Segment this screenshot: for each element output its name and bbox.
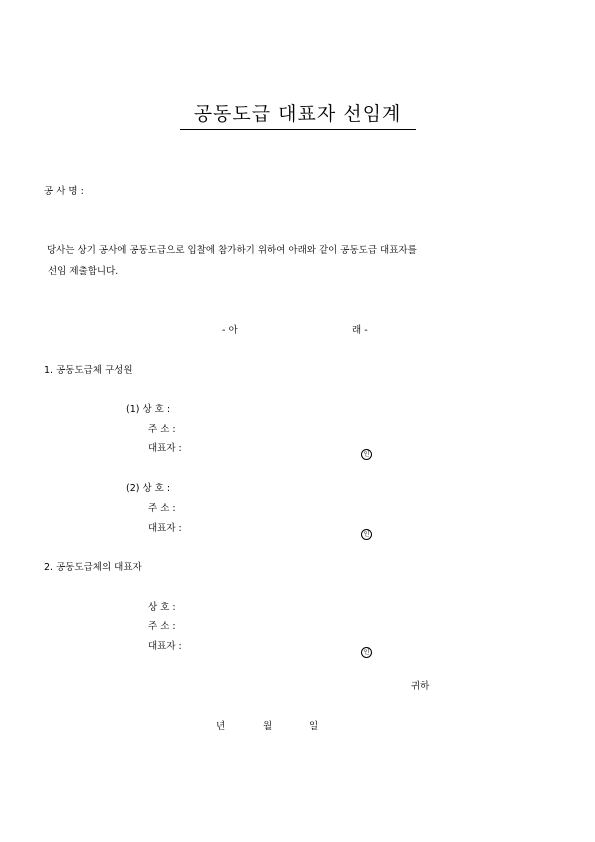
- member-2-address-label: 주 소 :: [148, 503, 176, 514]
- member-2-company-label: (2) 상 호 :: [126, 483, 171, 494]
- seal-icon: 인: [361, 647, 372, 658]
- section-2-heading: 2. 공동도급체의 대표자: [44, 562, 142, 573]
- section-1-heading: 1. 공동도급체 구성원: [44, 365, 133, 376]
- notice-right: 래 -: [352, 325, 368, 336]
- member-1-company-label: (1) 상 호 :: [126, 404, 171, 415]
- member-1-address-label: 주 소 :: [148, 424, 176, 435]
- notice-left: - 아: [222, 325, 238, 336]
- statement-line-2: 선임 제출합니다.: [48, 266, 119, 277]
- date-month: 월: [263, 721, 273, 732]
- member-2-representative-label: 대표자 :: [148, 523, 182, 534]
- representative-company-label: 상 호 :: [148, 602, 176, 613]
- representative-seal-mark: [361, 639, 372, 658]
- date-year: 년: [216, 721, 226, 732]
- representative-name-label: 대표자 :: [148, 641, 182, 652]
- representative-address-label: 주 소 :: [148, 621, 176, 632]
- date-day: 일: [309, 721, 319, 732]
- document-title: 공동도급 대표자 선임계: [193, 103, 402, 125]
- project-name-label: 공 사 명 :: [44, 186, 84, 197]
- member-1-representative-label: 대표자 :: [148, 443, 182, 454]
- member-2-seal-mark: [361, 521, 372, 540]
- title-underline: [180, 129, 416, 130]
- statement-line-1: 당사는 상기 공사에 공동도급으로 입찰에 참가하기 위하여 아래와 같이 공동도급 대표자를: [47, 245, 417, 256]
- seal-icon: 인: [361, 529, 372, 540]
- member-1-seal-mark: [361, 441, 372, 460]
- seal-icon: 인: [361, 449, 372, 460]
- addressee-honorific: 귀하: [411, 681, 430, 692]
